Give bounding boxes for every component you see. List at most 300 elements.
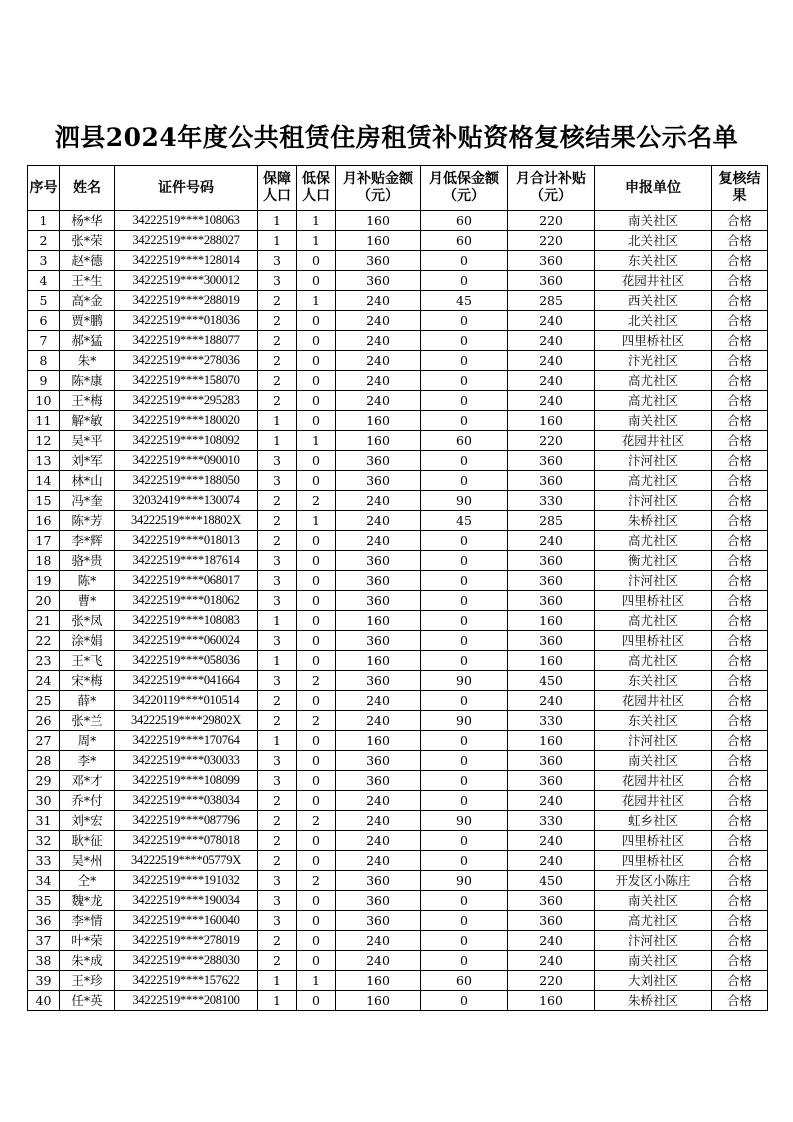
table-row <box>28 711 768 731</box>
lowamt-cell: 0 <box>421 911 508 931</box>
name-cell: 郝*猛 <box>60 331 115 351</box>
subsidy-cell: 360 <box>336 271 421 291</box>
name-cell: 李*辉 <box>60 531 115 551</box>
total-cell: 360 <box>508 891 595 911</box>
unit-cell: 花园井社区 <box>595 431 712 451</box>
unit-cell: 虹乡社区 <box>595 811 712 831</box>
seq-cell: 34 <box>28 871 60 891</box>
seq-cell: 35 <box>28 891 60 911</box>
seq-cell: 3 <box>28 251 60 271</box>
name-cell: 高*金 <box>60 291 115 311</box>
seq-cell: 18 <box>28 551 60 571</box>
total-cell: 360 <box>508 771 595 791</box>
guarantee-cell: 3 <box>258 891 297 911</box>
id-cell: 34222519****108092 <box>115 431 258 451</box>
name-cell: 宋*梅 <box>60 671 115 691</box>
lowamt-cell: 60 <box>421 431 508 451</box>
lowinc-cell: 0 <box>297 731 336 751</box>
id-cell: 34222519****090010 <box>115 451 258 471</box>
result-cell: 合格 <box>712 231 768 251</box>
id-cell: 34220119****010514 <box>115 691 258 711</box>
total-cell: 360 <box>508 251 595 271</box>
table-row <box>28 491 768 511</box>
guarantee-cell: 1 <box>258 971 297 991</box>
total-cell: 240 <box>508 531 595 551</box>
result-cell: 合格 <box>712 371 768 391</box>
guarantee-cell: 3 <box>258 751 297 771</box>
unit-cell: 高尤社区 <box>595 391 712 411</box>
subsidy-cell: 360 <box>336 871 421 891</box>
unit-cell: 汴光社区 <box>595 351 712 371</box>
seq-cell: 29 <box>28 771 60 791</box>
result-cell: 合格 <box>712 791 768 811</box>
id-cell: 34222519****030033 <box>115 751 258 771</box>
total-cell: 450 <box>508 871 595 891</box>
guarantee-cell: 2 <box>258 811 297 831</box>
table-row <box>28 751 768 771</box>
lowinc-cell: 0 <box>297 691 336 711</box>
lowamt-cell: 0 <box>421 391 508 411</box>
guarantee-cell: 3 <box>258 271 297 291</box>
seq-cell: 11 <box>28 411 60 431</box>
guarantee-cell: 3 <box>258 551 297 571</box>
guarantee-cell: 2 <box>258 711 297 731</box>
result-cell: 合格 <box>712 491 768 511</box>
header-total: 月合计补贴（元） <box>508 166 595 211</box>
lowinc-cell: 0 <box>297 651 336 671</box>
lowinc-cell: 0 <box>297 831 336 851</box>
lowamt-cell: 90 <box>421 711 508 731</box>
result-cell: 合格 <box>712 911 768 931</box>
total-cell: 240 <box>508 371 595 391</box>
table-row <box>28 951 768 971</box>
subsidy-cell: 160 <box>336 991 421 1011</box>
total-cell: 240 <box>508 691 595 711</box>
result-cell: 合格 <box>712 831 768 851</box>
lowamt-cell: 0 <box>421 751 508 771</box>
guarantee-cell: 2 <box>258 851 297 871</box>
seq-cell: 33 <box>28 851 60 871</box>
id-cell: 34222519****18802X <box>115 511 258 531</box>
result-cell: 合格 <box>712 731 768 751</box>
subsidy-cell: 240 <box>336 811 421 831</box>
name-cell: 魏*龙 <box>60 891 115 911</box>
guarantee-cell: 3 <box>258 571 297 591</box>
guarantee-cell: 2 <box>258 291 297 311</box>
unit-cell: 四里桥社区 <box>595 631 712 651</box>
total-cell: 240 <box>508 951 595 971</box>
lowinc-cell: 0 <box>297 991 336 1011</box>
lowinc-cell: 0 <box>297 451 336 471</box>
lowamt-cell: 90 <box>421 491 508 511</box>
name-cell: 冯*奎 <box>60 491 115 511</box>
seq-cell: 1 <box>28 211 60 231</box>
seq-cell: 23 <box>28 651 60 671</box>
unit-cell: 西关社区 <box>595 291 712 311</box>
guarantee-cell: 1 <box>258 731 297 751</box>
seq-cell: 4 <box>28 271 60 291</box>
name-cell: 李*情 <box>60 911 115 931</box>
lowamt-cell: 0 <box>421 851 508 871</box>
id-cell: 34222519****29802X <box>115 711 258 731</box>
result-cell: 合格 <box>712 331 768 351</box>
lowamt-cell: 0 <box>421 371 508 391</box>
lowamt-cell: 0 <box>421 451 508 471</box>
table-row <box>28 971 768 991</box>
guarantee-cell: 1 <box>258 231 297 251</box>
total-cell: 360 <box>508 271 595 291</box>
unit-cell: 汴河社区 <box>595 491 712 511</box>
guarantee-cell: 2 <box>258 351 297 371</box>
lowamt-cell: 90 <box>421 871 508 891</box>
subsidy-cell: 240 <box>336 691 421 711</box>
unit-cell: 高尤社区 <box>595 471 712 491</box>
id-cell: 34222519****191032 <box>115 871 258 891</box>
header-seq: 序号 <box>28 166 60 211</box>
subsidy-cell: 360 <box>336 451 421 471</box>
name-cell: 张*凤 <box>60 611 115 631</box>
unit-cell: 南关社区 <box>595 411 712 431</box>
table-row <box>28 251 768 271</box>
id-cell: 34222519****208100 <box>115 991 258 1011</box>
unit-cell: 南关社区 <box>595 751 712 771</box>
result-cell: 合格 <box>712 571 768 591</box>
seq-cell: 28 <box>28 751 60 771</box>
total-cell: 240 <box>508 331 595 351</box>
subsidy-cell: 240 <box>336 311 421 331</box>
lowinc-cell: 0 <box>297 571 336 591</box>
total-cell: 240 <box>508 931 595 951</box>
subsidy-cell: 360 <box>336 471 421 491</box>
name-cell: 朱*成 <box>60 951 115 971</box>
result-cell: 合格 <box>712 671 768 691</box>
result-cell: 合格 <box>712 311 768 331</box>
unit-cell: 衡尤社区 <box>595 551 712 571</box>
lowamt-cell: 60 <box>421 211 508 231</box>
lowinc-cell: 0 <box>297 371 336 391</box>
id-cell: 34222519****160040 <box>115 911 258 931</box>
seq-cell: 9 <box>28 371 60 391</box>
subsidy-cell: 160 <box>336 731 421 751</box>
header-subsidy: 月补贴金额（元） <box>336 166 421 211</box>
name-cell: 任*英 <box>60 991 115 1011</box>
lowamt-cell: 0 <box>421 651 508 671</box>
subsidy-cell: 160 <box>336 431 421 451</box>
name-cell: 吴*平 <box>60 431 115 451</box>
guarantee-cell: 2 <box>258 791 297 811</box>
lowinc-cell: 0 <box>297 351 336 371</box>
guarantee-cell: 2 <box>258 951 297 971</box>
unit-cell: 东关社区 <box>595 671 712 691</box>
subsidy-cell: 360 <box>336 751 421 771</box>
id-cell: 34222519****087796 <box>115 811 258 831</box>
guarantee-cell: 1 <box>258 431 297 451</box>
lowinc-cell: 0 <box>297 411 336 431</box>
lowamt-cell: 0 <box>421 591 508 611</box>
id-cell: 34222519****180020 <box>115 411 258 431</box>
lowinc-cell: 0 <box>297 551 336 571</box>
result-cell: 合格 <box>712 551 768 571</box>
lowinc-cell: 0 <box>297 331 336 351</box>
seq-cell: 27 <box>28 731 60 751</box>
id-cell: 34222519****190034 <box>115 891 258 911</box>
id-cell: 34222519****05779X <box>115 851 258 871</box>
id-cell: 34222519****078018 <box>115 831 258 851</box>
total-cell: 160 <box>508 651 595 671</box>
id-cell: 32032419****130074 <box>115 491 258 511</box>
result-cell: 合格 <box>712 951 768 971</box>
lowamt-cell: 90 <box>421 811 508 831</box>
header-result: 复核结果 <box>712 166 768 211</box>
subsidy-cell: 160 <box>336 411 421 431</box>
seq-cell: 40 <box>28 991 60 1011</box>
seq-cell: 32 <box>28 831 60 851</box>
table-row <box>28 771 768 791</box>
subsidy-cell: 240 <box>336 391 421 411</box>
name-cell: 仝* <box>60 871 115 891</box>
total-cell: 240 <box>508 851 595 871</box>
subsidy-cell: 240 <box>336 331 421 351</box>
guarantee-cell: 2 <box>258 691 297 711</box>
lowinc-cell: 1 <box>297 431 336 451</box>
name-cell: 骆*贵 <box>60 551 115 571</box>
name-cell: 周* <box>60 731 115 751</box>
lowinc-cell: 0 <box>297 251 336 271</box>
subsidy-cell: 160 <box>336 211 421 231</box>
total-cell: 360 <box>508 631 595 651</box>
subsidy-cell: 240 <box>336 951 421 971</box>
guarantee-cell: 1 <box>258 211 297 231</box>
id-cell: 34222519****038034 <box>115 791 258 811</box>
total-cell: 450 <box>508 671 595 691</box>
lowamt-cell: 0 <box>421 411 508 431</box>
total-cell: 330 <box>508 491 595 511</box>
seq-cell: 14 <box>28 471 60 491</box>
subsidy-cell: 160 <box>336 971 421 991</box>
header-lowinc: 低保人口 <box>297 166 336 211</box>
lowamt-cell: 0 <box>421 951 508 971</box>
header-unit: 申报单位 <box>595 166 712 211</box>
guarantee-cell: 1 <box>258 991 297 1011</box>
guarantee-cell: 3 <box>258 671 297 691</box>
id-cell: 34222519****288027 <box>115 231 258 251</box>
unit-cell: 东关社区 <box>595 251 712 271</box>
seq-cell: 20 <box>28 591 60 611</box>
result-cell: 合格 <box>712 431 768 451</box>
page-title: 泗县2024年度公共租赁住房租赁补贴资格复核结果公示名单 <box>54 123 739 152</box>
roster-table <box>27 165 768 1011</box>
seq-cell: 8 <box>28 351 60 371</box>
unit-cell: 开发区小陈庄 <box>595 871 712 891</box>
unit-cell: 大刘社区 <box>595 971 712 991</box>
guarantee-cell: 1 <box>258 651 297 671</box>
name-cell: 曹* <box>60 591 115 611</box>
table-row <box>28 471 768 491</box>
table-row <box>28 531 768 551</box>
name-cell: 陈* <box>60 571 115 591</box>
unit-cell: 东关社区 <box>595 711 712 731</box>
id-cell: 34222519****058036 <box>115 651 258 671</box>
name-cell: 陈*康 <box>60 371 115 391</box>
lowamt-cell: 0 <box>421 471 508 491</box>
table-row <box>28 791 768 811</box>
id-cell: 34222519****018013 <box>115 531 258 551</box>
result-cell: 合格 <box>712 891 768 911</box>
guarantee-cell: 2 <box>258 311 297 331</box>
result-cell: 合格 <box>712 471 768 491</box>
id-cell: 34222519****158070 <box>115 371 258 391</box>
unit-cell: 花园井社区 <box>595 271 712 291</box>
unit-cell: 四里桥社区 <box>595 851 712 871</box>
table-body <box>28 211 768 1011</box>
result-cell: 合格 <box>712 271 768 291</box>
table-row <box>28 691 768 711</box>
table-row <box>28 391 768 411</box>
lowamt-cell: 0 <box>421 631 508 651</box>
lowamt-cell: 0 <box>421 771 508 791</box>
total-cell: 360 <box>508 751 595 771</box>
table-row <box>28 371 768 391</box>
result-cell: 合格 <box>712 251 768 271</box>
table-row <box>28 811 768 831</box>
lowamt-cell: 0 <box>421 891 508 911</box>
id-cell: 34222519****068017 <box>115 571 258 591</box>
unit-cell: 南关社区 <box>595 891 712 911</box>
seq-cell: 21 <box>28 611 60 631</box>
table-row <box>28 551 768 571</box>
result-cell: 合格 <box>712 851 768 871</box>
seq-cell: 24 <box>28 671 60 691</box>
result-cell: 合格 <box>712 771 768 791</box>
id-cell: 34222519****288030 <box>115 951 258 971</box>
id-cell: 34222519****278036 <box>115 351 258 371</box>
id-cell: 34222519****018062 <box>115 591 258 611</box>
lowinc-cell: 0 <box>297 891 336 911</box>
table-row <box>28 991 768 1011</box>
result-cell: 合格 <box>712 811 768 831</box>
subsidy-cell: 240 <box>336 931 421 951</box>
name-cell: 解*敏 <box>60 411 115 431</box>
name-cell: 刘*宏 <box>60 811 115 831</box>
table-row <box>28 271 768 291</box>
id-cell: 34222519****295283 <box>115 391 258 411</box>
total-cell: 360 <box>508 471 595 491</box>
result-cell: 合格 <box>712 411 768 431</box>
table-row <box>28 731 768 751</box>
lowamt-cell: 0 <box>421 271 508 291</box>
name-cell: 贾*鹏 <box>60 311 115 331</box>
result-cell: 合格 <box>712 451 768 471</box>
subsidy-cell: 360 <box>336 891 421 911</box>
seq-cell: 10 <box>28 391 60 411</box>
lowinc-cell: 1 <box>297 231 336 251</box>
result-cell: 合格 <box>712 611 768 631</box>
table-row <box>28 331 768 351</box>
guarantee-cell: 2 <box>258 491 297 511</box>
name-cell: 陈*芳 <box>60 511 115 531</box>
table-row <box>28 291 768 311</box>
lowamt-cell: 45 <box>421 511 508 531</box>
lowinc-cell: 0 <box>297 631 336 651</box>
guarantee-cell: 2 <box>258 391 297 411</box>
total-cell: 160 <box>508 991 595 1011</box>
subsidy-cell: 240 <box>336 511 421 531</box>
guarantee-cell: 1 <box>258 411 297 431</box>
table-row <box>28 571 768 591</box>
result-cell: 合格 <box>712 711 768 731</box>
guarantee-cell: 2 <box>258 531 297 551</box>
id-cell: 34222519****188050 <box>115 471 258 491</box>
unit-cell: 汴河社区 <box>595 931 712 951</box>
unit-cell: 花园井社区 <box>595 691 712 711</box>
seq-cell: 22 <box>28 631 60 651</box>
lowinc-cell: 1 <box>297 971 336 991</box>
name-cell: 王*飞 <box>60 651 115 671</box>
seq-cell: 5 <box>28 291 60 311</box>
unit-cell: 高尤社区 <box>595 531 712 551</box>
table-row <box>28 411 768 431</box>
guarantee-cell: 3 <box>258 631 297 651</box>
subsidy-cell: 240 <box>336 291 421 311</box>
subsidy-cell: 240 <box>336 491 421 511</box>
table-row <box>28 431 768 451</box>
lowamt-cell: 0 <box>421 731 508 751</box>
table-row <box>28 311 768 331</box>
table-row <box>28 611 768 631</box>
subsidy-cell: 240 <box>336 831 421 851</box>
subsidy-cell: 360 <box>336 571 421 591</box>
table-row <box>28 231 768 251</box>
unit-cell: 高尤社区 <box>595 371 712 391</box>
lowamt-cell: 60 <box>421 971 508 991</box>
name-cell: 张*兰 <box>60 711 115 731</box>
total-cell: 240 <box>508 311 595 331</box>
id-cell: 34222519****300012 <box>115 271 258 291</box>
subsidy-cell: 160 <box>336 611 421 631</box>
lowamt-cell: 0 <box>421 331 508 351</box>
total-cell: 240 <box>508 791 595 811</box>
subsidy-cell: 240 <box>336 351 421 371</box>
result-cell: 合格 <box>712 591 768 611</box>
lowinc-cell: 2 <box>297 811 336 831</box>
name-cell: 李* <box>60 751 115 771</box>
seq-cell: 2 <box>28 231 60 251</box>
guarantee-cell: 3 <box>258 591 297 611</box>
id-cell: 34222519****278019 <box>115 931 258 951</box>
table-row <box>28 211 768 231</box>
header-row <box>28 166 768 211</box>
subsidy-cell: 360 <box>336 631 421 651</box>
id-cell: 34222519****060024 <box>115 631 258 651</box>
unit-cell: 朱桥社区 <box>595 991 712 1011</box>
lowinc-cell: 1 <box>297 211 336 231</box>
seq-cell: 12 <box>28 431 60 451</box>
subsidy-cell: 240 <box>336 711 421 731</box>
table-row <box>28 631 768 651</box>
seq-cell: 15 <box>28 491 60 511</box>
result-cell: 合格 <box>712 871 768 891</box>
id-cell: 34222519****128014 <box>115 251 258 271</box>
name-cell: 朱* <box>60 351 115 371</box>
guarantee-cell: 3 <box>258 911 297 931</box>
name-cell: 张*荣 <box>60 231 115 251</box>
total-cell: 285 <box>508 511 595 531</box>
total-cell: 330 <box>508 711 595 731</box>
table-row <box>28 651 768 671</box>
total-cell: 220 <box>508 971 595 991</box>
header-guarantee: 保障人口 <box>258 166 297 211</box>
guarantee-cell: 3 <box>258 871 297 891</box>
